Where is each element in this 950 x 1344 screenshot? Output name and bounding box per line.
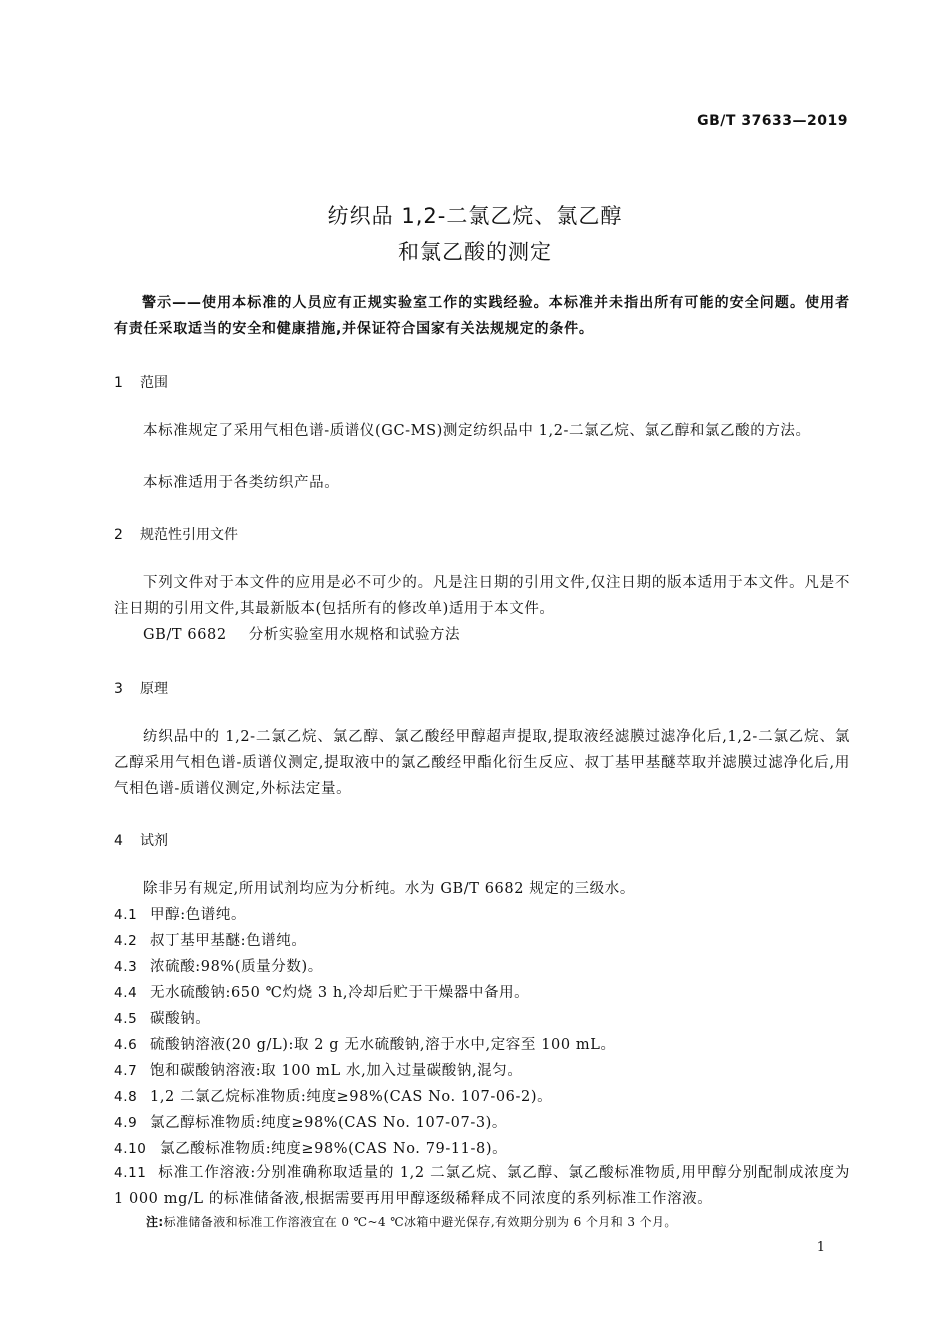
reference-title: 分析实验室用水规格和试验方法 <box>248 627 461 643</box>
reagent-item <box>114 954 850 980</box>
reference-code: GB/T 6682 <box>143 627 227 643</box>
document-title-line1: 纺织品 1,2-二氯乙烷、氯乙醇 <box>327 204 623 228</box>
item-text: 碳酸钠。 <box>150 1011 211 1027</box>
reagent-item <box>114 1006 850 1032</box>
section-1-heading <box>114 372 168 392</box>
reagent-item <box>114 928 850 954</box>
item-text: 标准工作溶液:分别准确称取适量的 1,2 二氯乙烷、氯乙醇、氯乙酸标准物质,用甲醇分别配制成浓度为 1 000 mg/L 的标准储备液,根据需要再用甲醇逐级稀释成不同浓度的系列标准工作溶液。 <box>114 1165 850 1207</box>
item-text: 浓硫酸:98%(质量分数)。 <box>150 959 323 975</box>
section-title: 范围 <box>140 375 168 391</box>
item-text: 氯乙酸标准物质:纯度≥98%(CAS No. 79-11-8)。 <box>160 1141 508 1157</box>
item-number: 4.1 <box>114 907 138 923</box>
item-number: 4.6 <box>114 1037 138 1053</box>
section-number: 1 <box>114 375 123 391</box>
section-title: 试剂 <box>140 833 168 849</box>
section-2-paragraph-1: 下列文件对于本文件的应用是必不可少的。凡是注日期的引用文件,仅注日期的版本适用于本文件。凡是不注日期的引用文件,其最新版本(包括所有的修改单)适用于本文件。 <box>114 575 850 617</box>
item-text: 无水硫酸钠:650 ℃灼烧 3 h,冷却后贮于干燥器中备用。 <box>150 985 530 1001</box>
item-text: 氯乙醇标准物质:纯度≥98%(CAS No. 107-07-3)。 <box>150 1115 508 1131</box>
section-1-paragraph-2: 本标准适用于各类纺织产品。 <box>143 475 340 491</box>
note <box>146 1213 677 1230</box>
section-1-paragraph-1: 本标准规定了采用气相色谱-质谱仪(GC-MS)测定纺织品中 1,2-二氯乙烷、氯乙醇和氯乙酸的方法。 <box>143 423 811 439</box>
section-number: 2 <box>114 527 123 543</box>
reagent-item <box>114 980 850 1006</box>
section-title: 原理 <box>140 681 168 697</box>
reagent-item <box>114 1110 850 1136</box>
item-number: 4.11 <box>114 1165 147 1181</box>
item-text: 叔丁基甲基醚:色谱纯。 <box>150 933 307 949</box>
reagent-item <box>114 1058 850 1084</box>
item-number: 4.9 <box>114 1115 138 1131</box>
item-text: 硫酸钠溶液(20 g/L):取 2 g 无水硫酸钠,溶于水中,定容至 100 mL。 <box>150 1037 616 1053</box>
normative-reference <box>114 622 850 648</box>
standard-code: GB/T 37633—2019 <box>697 113 848 129</box>
section-3-paragraph-1: 纺织品中的 1,2-二氯乙烷、氯乙醇、氯乙酸经甲醇超声提取,提取液经滤膜过滤净化后,1,2-二氯乙烷、氯乙醇采用气相色谱-质谱仪测定,提取液中的氯乙酸经甲酯化衍生反应、叔丁基甲基醚萃取并滤膜过滤净化后,用气相色谱-质谱仪测定,外标法定量。 <box>114 729 850 797</box>
warning-paragraph: 警示——使用本标准的人员应有正规实验室工作的实践经验。本标准并未指出所有可能的安全问题。使用者有责任采取适当的安全和健康措施,并保证符合国家有关法规规定的条件。 <box>114 295 850 337</box>
reagent-item <box>114 1160 850 1212</box>
item-text: 饱和碳酸钠溶液:取 100 mL 水,加入过量碳酸钠,混匀。 <box>150 1063 523 1079</box>
item-text: 1,2 二氯乙烷标准物质:纯度≥98%(CAS No. 107-06-2)。 <box>150 1089 553 1105</box>
item-number: 4.2 <box>114 933 138 949</box>
item-text: 甲醇:色谱纯。 <box>150 907 247 923</box>
note-text: 标准储备液和标准工作溶液宜在 0 ℃~4 ℃冰箱中避光保存,有效期分别为 6 个月和 3 个月。 <box>163 1215 677 1229</box>
section-4-paragraph-1: 除非另有规定,所用试剂均应为分析纯。水为 GB/T 6682 规定的三级水。 <box>143 881 635 897</box>
section-title: 规范性引用文件 <box>140 527 238 543</box>
item-number: 4.4 <box>114 985 138 1001</box>
item-number: 4.7 <box>114 1063 138 1079</box>
page-number: 1 <box>816 1240 825 1255</box>
item-number: 4.3 <box>114 959 138 975</box>
item-number: 4.5 <box>114 1011 138 1027</box>
section-number: 3 <box>114 681 123 697</box>
note-label: 注: <box>146 1215 164 1229</box>
item-number: 4.10 <box>114 1141 147 1157</box>
section-2-heading <box>114 524 238 544</box>
reagent-item <box>114 902 850 928</box>
reagent-item <box>114 1032 850 1058</box>
reagent-item <box>114 1084 850 1110</box>
reagent-item <box>114 1136 850 1162</box>
section-4-heading <box>114 830 168 850</box>
section-3-heading <box>114 678 168 698</box>
item-number: 4.8 <box>114 1089 138 1105</box>
section-number: 4 <box>114 833 123 849</box>
document-title-line2: 和氯乙酸的测定 <box>398 240 552 264</box>
